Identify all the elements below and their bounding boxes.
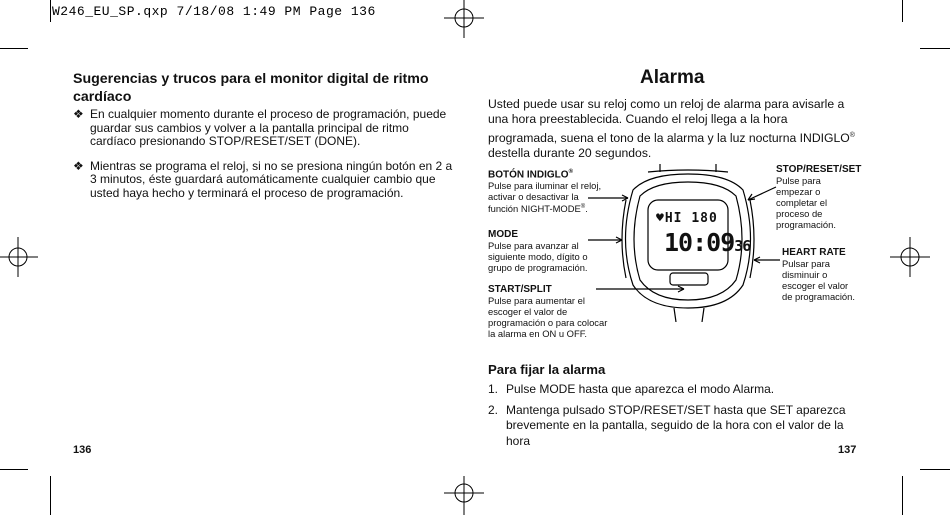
bullet-diamond-icon: ❖: [73, 107, 84, 121]
callout-heart-rate: HEART RATE Pulsar para disminuir o escoger el valor de programación.: [782, 247, 855, 302]
printer-slug: W246_EU_SP.qxp 7/18/08 1:49 PM Page 136: [52, 4, 376, 19]
tips-heading: Sugerencias y trucos para el monitor digital de ritmo cardíaco: [73, 71, 429, 105]
page-number-left: 136: [73, 444, 92, 456]
callout-mode: MODE Pulse para avanzar al siguiente modo, dígito o grupo de programación.: [488, 229, 588, 273]
list-item: [73, 108, 453, 149]
intro-paragraph: Usted puede usar su reloj como un reloj de alarma para avisarle a una hora preestablecida. Cuando el reloj llega a la hora programada, suena el tono de la alarma y la luz nocturna INDIGLO® destella durante 20 segundos.: [488, 97, 855, 160]
bullet-diamond-icon: ❖: [73, 158, 84, 173]
watch-top-row: ♥HI 180: [656, 211, 718, 226]
steps-list: [488, 382, 848, 454]
page-title: Alarma: [640, 67, 705, 88]
section-subheading: Para fijar la alarma: [488, 362, 606, 377]
tips-list: [73, 108, 453, 211]
list-item: 2. Mantenga pulsado STOP/RESET/SET hasta que SET aparezca brevemente en la pantalla, seguido de la hora con el valor de la hora: [488, 402, 846, 448]
callout-stop-reset-set: STOP/RESET/SET Pulse para empezar o completar el proceso de programación.: [776, 164, 862, 230]
list-item: 1. Pulse MODE hasta que aparezca el modo Alarma.: [488, 382, 775, 396]
watch-time: 10:0936: [664, 228, 751, 257]
heart-icon: ♥: [656, 211, 665, 226]
tip-text: Mientras se programa el reloj, si no se presiona ningún botón en 2 a 3 minutos, éste guardará automáticamente cualquier cambio que usted haya hecho y terminará el proceso de programación.: [90, 158, 453, 200]
callout-start-split: START/SPLIT Pulse para aumentar el escoger el valor de programación o para colocar la alarma en ON u OFF.: [488, 284, 608, 339]
page-number-right: 137: [838, 444, 857, 456]
list-item: [73, 160, 453, 201]
callout-indiglo: BOTÓN INDIGLO® Pulse para iluminar el reloj, activar o desactivar la función NIGHT-MODE®.: [488, 169, 602, 215]
tip-text: En cualquier momento durante el proceso de programación, puede guardar sus cambios y volver a la pantalla principal de ritmo cardíaco presionando STOP/RESET/SET (DONE).: [90, 107, 447, 148]
